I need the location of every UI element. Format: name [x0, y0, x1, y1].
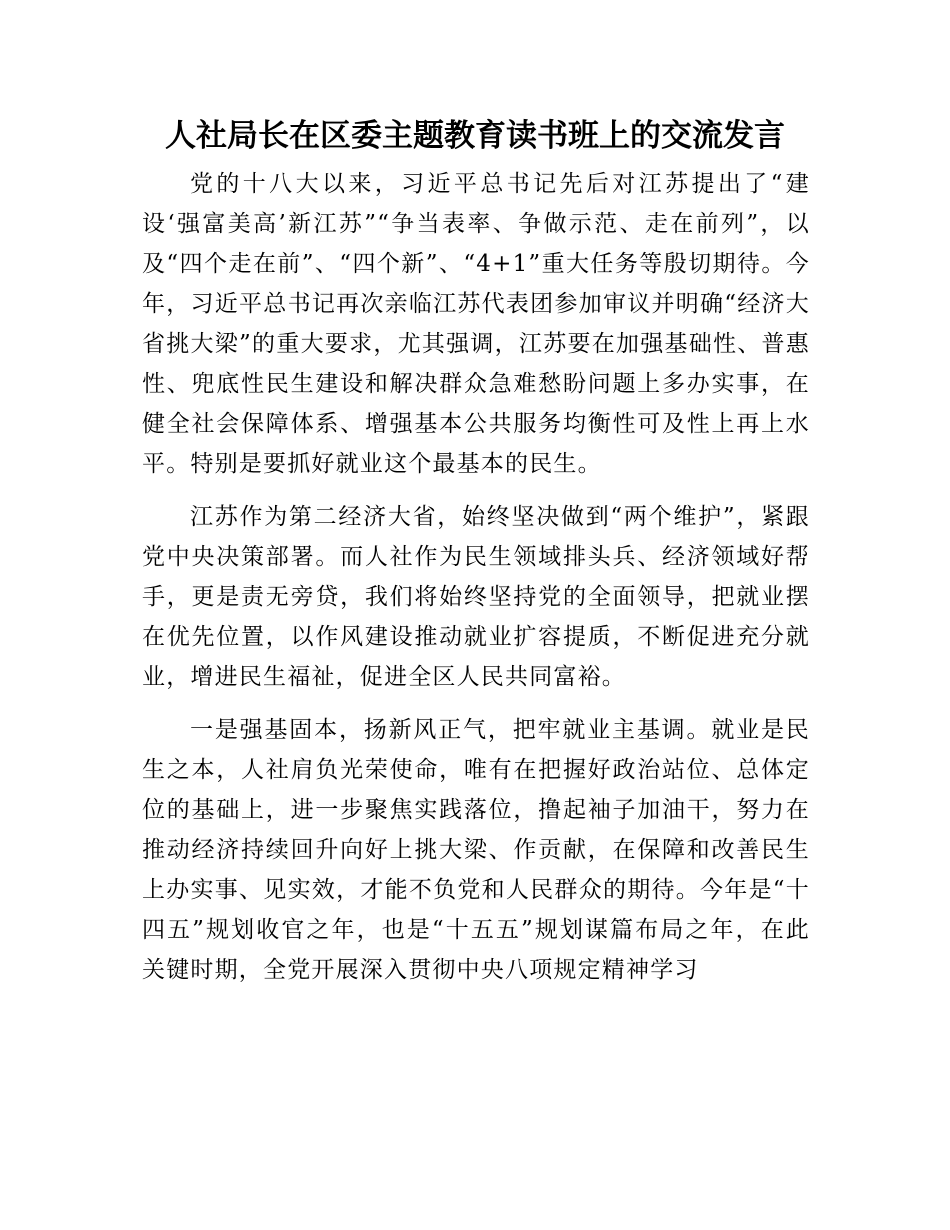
- document-body: [142, 164, 810, 1003]
- document-title: 人社局长在区委主题教育读书班上的交流发言: [165, 118, 785, 154]
- body-paragraph: 江苏作为第二经济大省，始终坚决做到“两个维护”，紧跟党中央决策部署。而人社作为民生领域排头兵、经济领域好帮手，更是责无旁贷，我们将始终坚持党的全面领导，把就业摆在优先位置，以作风建设推动就业扩容提质，不断促进充分就业，增进民生福祉，促进全区人民共同富裕。: [142, 504, 810, 690]
- body-paragraph: 党的十八大以来，习近平总书记先后对江苏提出了“建设‘强富美高’新江苏”“争当表率、争做示范、走在前列”，以及“四个走在前”、“四个新”、“4+1”重大任务等殷切期待。今年，习近平总书记再次亲临江苏代表团参加审议并明确“经济大省挑大梁”的重大要求，尤其强调，江苏要在加强基础性、普惠性、兜底性民生建设和解决群众急难愁盼问题上多办实事，在健全社会保障体系、增强基本公共服务均衡性可及性上再上水平。特别是要抓好就业这个最基本的民生。: [142, 171, 810, 477]
- body-paragraph: 一是强基固本，扬新风正气，把牢就业主基调。就业是民生之本，人社肩负光荣使命，唯有在把握好政治站位、总体定位的基础上，进一步聚焦实践落位，撸起袖子加油干，努力在推动经济持续回升向好上挑大梁、作贡献，在保障和改善民生上办实事、见实效，才能不负党和人民群众的期待。今年是“十四五”规划收官之年，也是“十五五”规划谋篇布局之年，在此关键时期，全党开展深入贯彻中央八项规定精神学习: [142, 717, 810, 983]
